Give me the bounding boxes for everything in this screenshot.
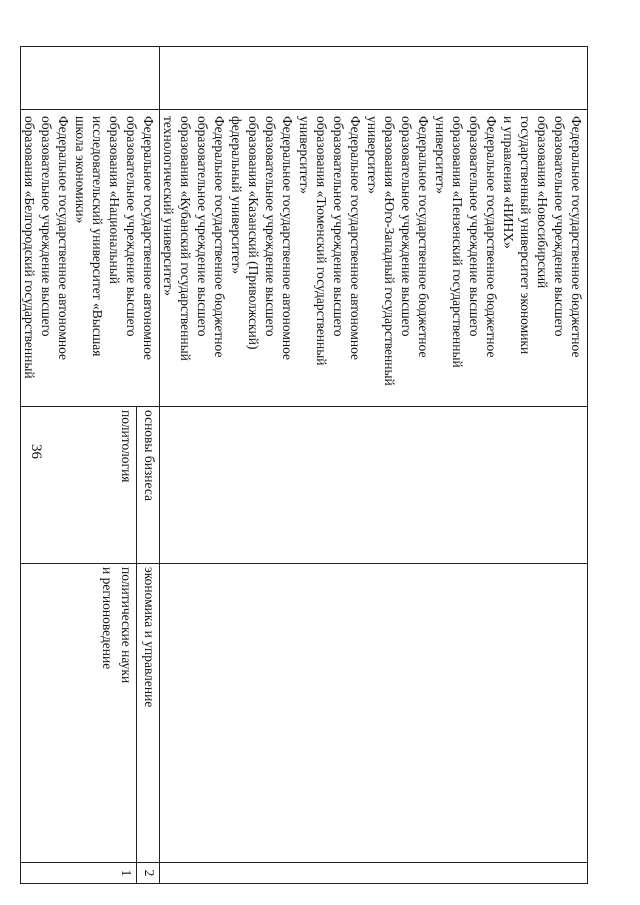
- organization-line: федеральный университет»: [229, 116, 244, 275]
- organization-line: образования «Новосибирский: [535, 116, 550, 289]
- organization-line: образования «Пензенский государственный: [450, 116, 465, 368]
- direction-text: политические науки: [119, 567, 135, 684]
- organization-line: образовательное учреждение высшего: [195, 116, 210, 337]
- organization-line: Федеральное государственное бюджетное: [569, 116, 584, 358]
- table-row: [160, 47, 588, 884]
- organization-list: [21, 110, 159, 406]
- table-cell-count: [160, 863, 588, 884]
- organization-line: Федеральное государственное бюджетное: [416, 116, 431, 358]
- organization-line: образования «Казанский (Приволжский): [246, 116, 261, 350]
- count-text: 1: [119, 869, 135, 877]
- organization-line: технологический университет»: [161, 116, 176, 296]
- organization-line: государственный университет экономики: [518, 116, 533, 355]
- organization-line: школа экономики»: [73, 116, 88, 224]
- direction-text: и регионоведение: [100, 567, 116, 670]
- organization-list: [160, 110, 587, 406]
- organization-line: образовательное учреждение высшего: [39, 116, 54, 337]
- organization-line: Федеральное государственное бюджетное: [484, 116, 499, 358]
- organization-line: Федеральное государственное автономное: [56, 116, 71, 361]
- organization-line: образовательное учреждение высшего: [399, 116, 414, 337]
- table-cell-direction: [21, 564, 137, 863]
- subject-text: политология: [119, 410, 135, 483]
- table-row: [137, 47, 160, 884]
- page-number: 36: [28, 444, 44, 459]
- organization-line: образовательное учреждение высшего: [263, 116, 278, 337]
- organization-line: образования «Белгородский государственный: [22, 116, 37, 379]
- table-cell-direction: [137, 564, 160, 863]
- table-cell-organizations: [21, 110, 160, 407]
- direction-text: экономика и управление: [142, 567, 157, 708]
- organization-line: образования «Национальный: [107, 116, 122, 285]
- organization-line: университет»: [365, 116, 380, 194]
- organization-line: Федеральное государственное бюджетное: [212, 116, 227, 358]
- table-cell-count: [21, 863, 137, 884]
- organization-line: образовательное учреждение высшего: [467, 116, 482, 337]
- olympiad-table: [20, 46, 588, 884]
- table-cell-number: [160, 47, 588, 110]
- organization-line: образовательное учреждение высшего: [124, 116, 139, 337]
- organization-line: образовательное учреждение высшего: [331, 116, 346, 337]
- organization-line: исследовательский университет «Высшая: [90, 116, 105, 357]
- table-cell-subject: [160, 407, 588, 564]
- table-cell-number: [21, 47, 160, 110]
- organization-line: образования «Тюменский государственный: [314, 116, 329, 366]
- organization-line: образования «Юго-Западный государственный: [382, 116, 397, 386]
- count-text: 2: [142, 869, 157, 877]
- organization-line: образовательное учреждение высшего: [552, 116, 567, 337]
- table-cell-direction: [160, 564, 588, 863]
- organization-line: образования «Кубанский государственный: [178, 116, 193, 361]
- subject-text: основы бизнеса: [142, 410, 157, 501]
- table-cell-subject: [21, 407, 137, 564]
- organization-line: Федеральное государственное автономное: [280, 116, 295, 361]
- table-cell-organizations: [160, 110, 588, 407]
- organization-line: и управления «НИНХ»: [501, 116, 516, 249]
- organization-line: Федеральное государственное автономное: [141, 116, 156, 361]
- table-cell-count: [137, 863, 160, 884]
- organization-line: университет»: [297, 116, 312, 194]
- table-cell-subject: [137, 407, 160, 564]
- organization-line: Федеральное государственное автономное: [348, 116, 363, 361]
- organization-line: университет»: [433, 116, 448, 194]
